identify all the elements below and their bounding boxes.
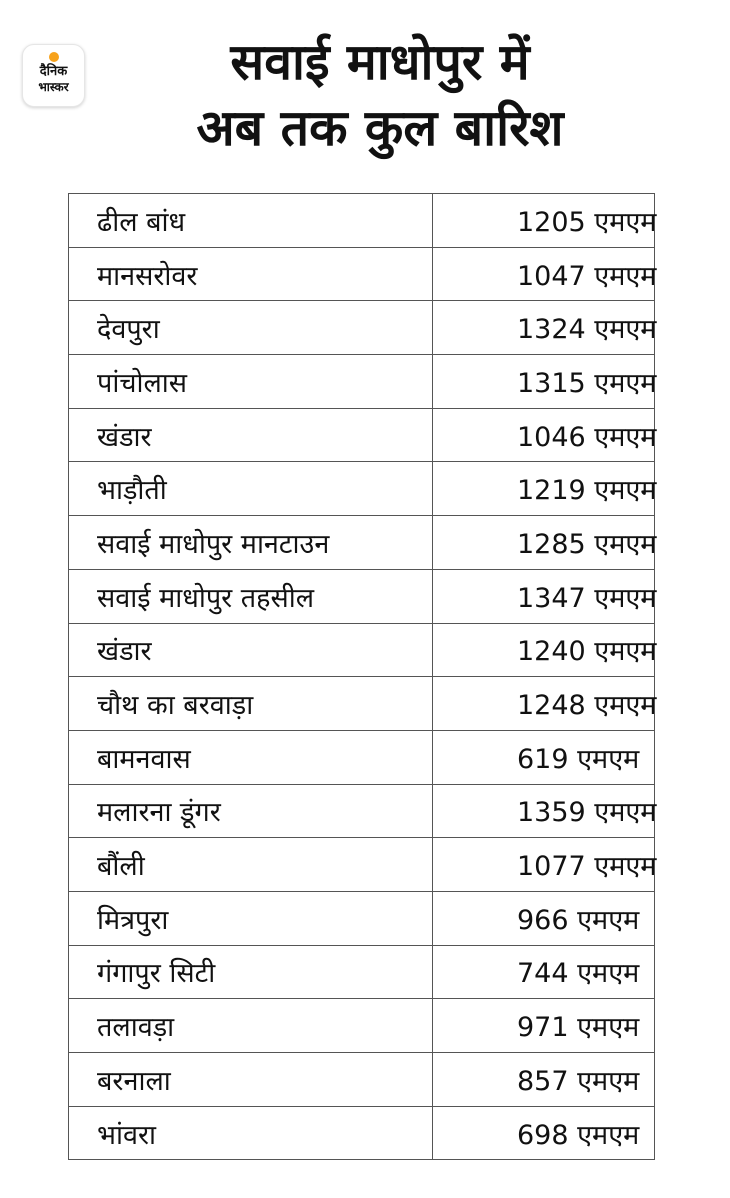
rainfall-cell: 1359 एमएम xyxy=(433,784,655,838)
rainfall-cell: 857 एमएम xyxy=(433,1053,655,1107)
brand-logo xyxy=(22,44,85,107)
table-row xyxy=(69,1053,655,1107)
place-cell: तलावड़ा xyxy=(69,999,433,1053)
rainfall-cell: 1047 एमएम xyxy=(433,247,655,301)
table-row xyxy=(69,623,655,677)
place-cell: देवपुरा xyxy=(69,301,433,355)
rainfall-cell: 1324 एमएम xyxy=(433,301,655,355)
table-row xyxy=(69,838,655,892)
table-row xyxy=(69,945,655,999)
logo-text-line1: दैनिक xyxy=(39,64,68,79)
table-row xyxy=(69,999,655,1053)
place-cell: पांचोलास xyxy=(69,355,433,409)
rainfall-cell: 966 एमएम xyxy=(433,891,655,945)
place-cell: मलारना डूंगर xyxy=(69,784,433,838)
rainfall-cell: 744 एमएम xyxy=(433,945,655,999)
place-cell: गंगापुर सिटी xyxy=(69,945,433,999)
rainfall-cell: 698 एमएम xyxy=(433,1106,655,1160)
place-cell: खंडार xyxy=(69,408,433,462)
place-cell: मानसरोवर xyxy=(69,247,433,301)
place-cell: बौंली xyxy=(69,838,433,892)
place-cell: मित्रपुरा xyxy=(69,891,433,945)
table-row xyxy=(69,247,655,301)
rainfall-cell: 1315 एमएम xyxy=(433,355,655,409)
place-cell: सवाई माधोपुर मानटाउन xyxy=(69,516,433,570)
table-row xyxy=(69,194,655,248)
rainfall-cell: 1248 एमएम xyxy=(433,677,655,731)
table-row xyxy=(69,355,655,409)
rainfall-cell: 1285 एमएम xyxy=(433,516,655,570)
table-row xyxy=(69,1106,655,1160)
table-row xyxy=(69,784,655,838)
table-row xyxy=(69,462,655,516)
rainfall-cell: 1046 एमएम xyxy=(433,408,655,462)
table-row xyxy=(69,301,655,355)
rainfall-cell: 1077 एमएम xyxy=(433,838,655,892)
table-row xyxy=(69,408,655,462)
sun-icon xyxy=(49,52,59,62)
rainfall-cell: 619 एमएम xyxy=(433,730,655,784)
table-row xyxy=(69,677,655,731)
place-cell: खंडार xyxy=(69,623,433,677)
rainfall-cell: 1219 एमएम xyxy=(433,462,655,516)
place-cell: भाड़ौती xyxy=(69,462,433,516)
table-row xyxy=(69,516,655,570)
table-row xyxy=(69,730,655,784)
place-cell: सवाई माधोपुर तहसील xyxy=(69,569,433,623)
rainfall-cell: 1205 एमएम xyxy=(433,194,655,248)
place-cell: बामनवास xyxy=(69,730,433,784)
place-cell: भांवरा xyxy=(69,1106,433,1160)
table-row xyxy=(69,891,655,945)
rainfall-cell: 971 एमएम xyxy=(433,999,655,1053)
rainfall-cell: 1347 एमएम xyxy=(433,569,655,623)
place-cell: चौथ का बरवाड़ा xyxy=(69,677,433,731)
table-row xyxy=(69,569,655,623)
place-cell: ढील बांध xyxy=(69,194,433,248)
rainfall-cell: 1240 एमएम xyxy=(433,623,655,677)
rainfall-table xyxy=(68,193,655,1160)
logo-text-line2: भास्कर xyxy=(38,80,69,94)
page-title-line2: अब तक कुल बारिश xyxy=(196,99,564,157)
place-cell: बरनाला xyxy=(69,1053,433,1107)
page-title-line1: सवाई माधोपुर में xyxy=(230,33,530,91)
